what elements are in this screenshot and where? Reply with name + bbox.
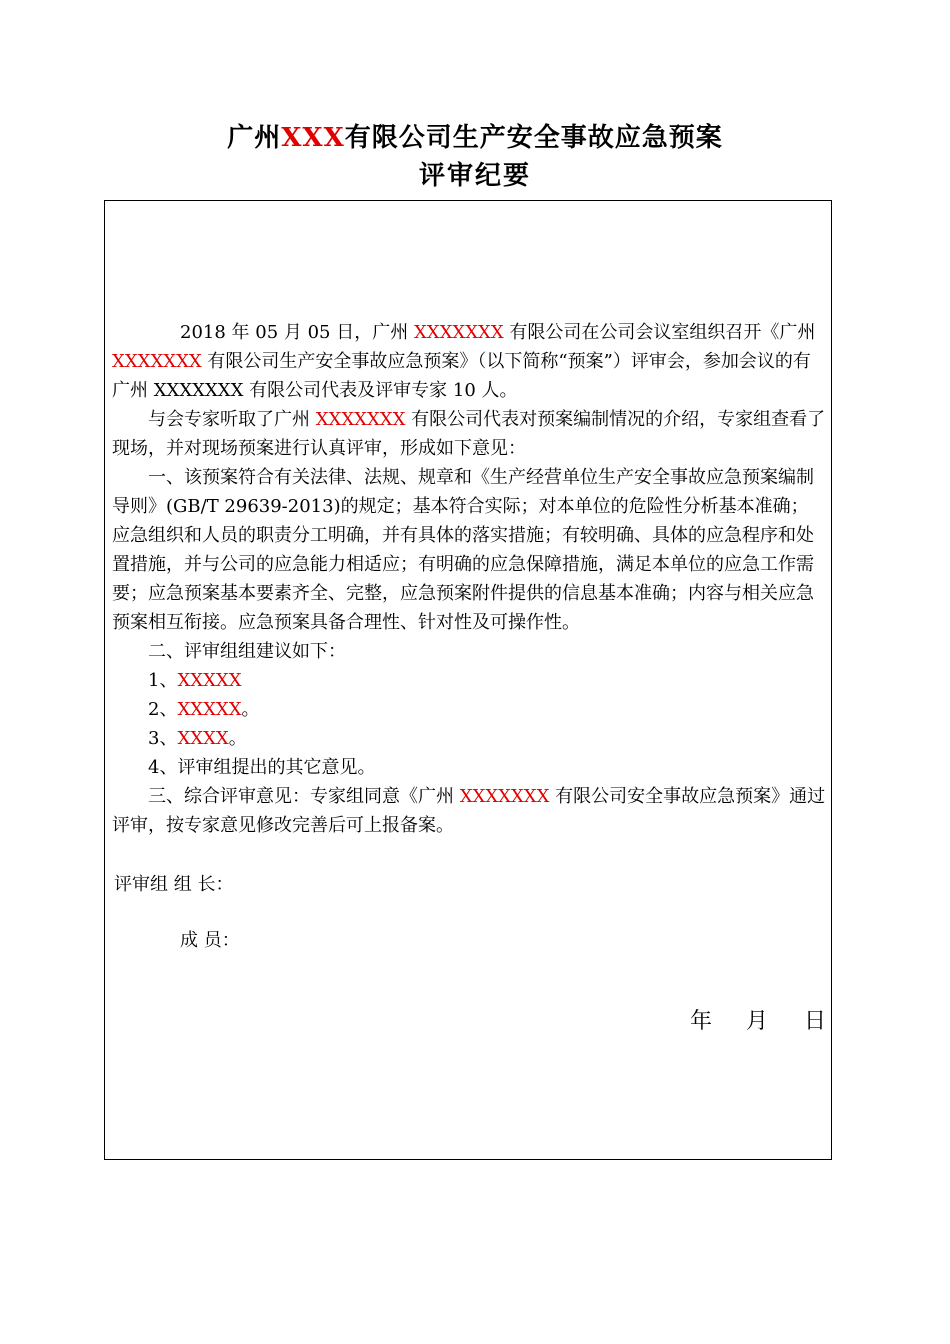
suggestion-item: 3、XXXX。 [148, 728, 247, 749]
members-signature-label: 成 员： [180, 930, 240, 951]
company-placeholder: XXXXXXX [413, 322, 504, 343]
suggestion-item: 2、XXXXX。 [148, 699, 260, 720]
paragraph-meeting: 2018 年 05 月 05 日，广州 XXXXXXX 有限公司在公司会议室组织召开《广州 XXXXXXX 有限公司生产安全事故应急预案》（以下简称“预案”）评审会，参加会议的有广州 XXXXXXX 有限公司代表及评审专家 10 人。 [112, 322, 816, 401]
date-year: 年 [690, 1009, 713, 1034]
paragraph-review: 与会专家听取了广州 XXXXXXX 有限公司代表对预案编制情况的介绍，专家组查看了现场，并对现场预案进行认真评审，形成如下意见： [112, 409, 826, 459]
date-line [690, 1004, 826, 1035]
leader-signature-label: 评审组 组 长： [114, 874, 234, 895]
company-placeholder: XXXXXXX [315, 409, 406, 430]
paragraph-opinion-2: 二、评审组组建议如下： [148, 641, 346, 662]
title-highlight: XXX [281, 123, 345, 153]
company-placeholder: XXXXXXX [459, 786, 550, 807]
date-month: 月 [746, 1009, 769, 1034]
date-day: 日 [804, 1009, 827, 1034]
paragraph-opinion-1: 一、该预案符合有关法律、法规、规章和《生产经营单位生产安全事故应急预案编制导则》(GB/T 29639-2013)的规定；基本符合实际；对本单位的危险性分析基本准确；应急组织和人员的职责分工明确，并有具体的落实措施；有较明确、具体的应急程序和处置措施，并与公司的应急能力相适应；有明确的应急保障措施，满足本单位的应急工作需要；应急预案基本要素齐全、完整，应急预案附件提供的信息基本准确；内容与相关应急预案相互衔接。应急预案具备合理性、针对性及可操作性。 [112, 467, 814, 633]
title-suffix: 有限公司生产安全事故应急预案 [344, 123, 723, 153]
document-subtitle: 评审纪要 [418, 161, 531, 191]
document-body [112, 318, 826, 840]
title-prefix: 广州 [227, 123, 282, 153]
suggestion-item: 4、评审组提出的其它意见。 [148, 757, 376, 778]
company-placeholder: XXXXXXX [112, 351, 202, 372]
document-title [0, 118, 950, 158]
paragraph-conclusion: 三、综合评审意见：专家组同意《广州 XXXXXXX 有限公司安全事故应急预案》通过评审，按专家意见修改完善后可上报备案。 [112, 786, 826, 836]
suggestion-item: 1、XXXXX [148, 670, 242, 691]
